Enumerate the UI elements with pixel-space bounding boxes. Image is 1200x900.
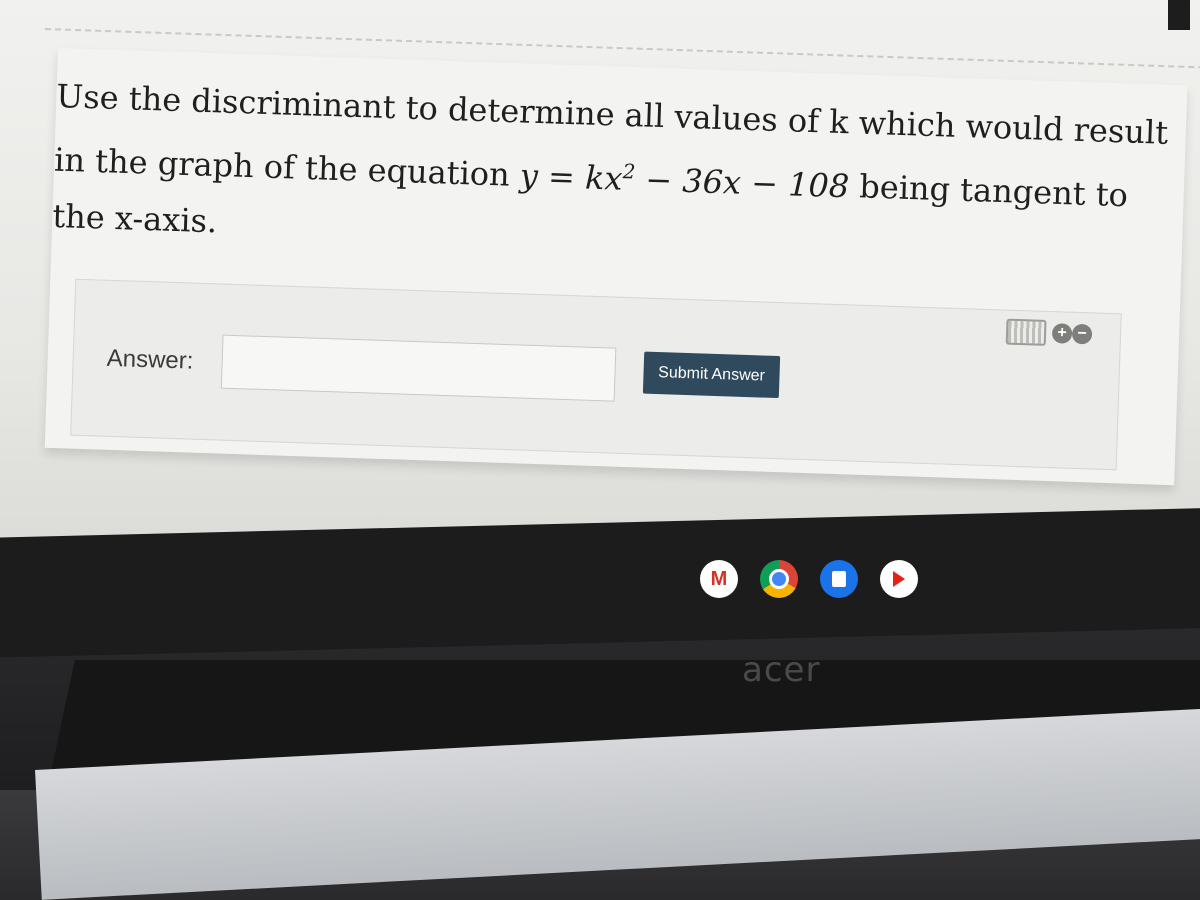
- equation-equals: =: [537, 156, 586, 197]
- answer-section: [70, 279, 1122, 471]
- chrome-icon[interactable]: [760, 560, 798, 598]
- keyboard-icon[interactable]: [1006, 319, 1047, 346]
- plus-icon[interactable]: +: [1052, 323, 1073, 344]
- question-text: [52, 68, 1177, 281]
- equation-rest: − 36x − 108: [634, 159, 850, 205]
- shelf-dock: [700, 560, 918, 598]
- equation: [519, 156, 850, 205]
- question-card: [45, 48, 1188, 485]
- files-icon[interactable]: [820, 560, 858, 598]
- scrollbar-thumb[interactable]: [1168, 0, 1190, 30]
- answer-tools: [1006, 319, 1093, 348]
- question-prefix: Use the discriminant to determine all values of k which would result in the graph of the equation: [53, 76, 1169, 195]
- question-suffix: being tangent to the x-axis.: [51, 166, 1129, 241]
- equation-exponent: 2: [622, 158, 636, 184]
- answer-label: Answer:: [106, 344, 194, 375]
- answer-input[interactable]: [221, 335, 617, 402]
- minus-icon[interactable]: −: [1072, 324, 1093, 345]
- submit-answer-button[interactable]: Submit Answer: [643, 352, 780, 398]
- youtube-icon[interactable]: [880, 560, 918, 598]
- equation-lhs: y: [519, 156, 539, 195]
- gmail-icon[interactable]: M: [700, 560, 738, 598]
- equation-kx: kx: [584, 158, 624, 198]
- plus-minus-icon[interactable]: [1052, 323, 1093, 344]
- brand-logo: acer: [742, 650, 821, 690]
